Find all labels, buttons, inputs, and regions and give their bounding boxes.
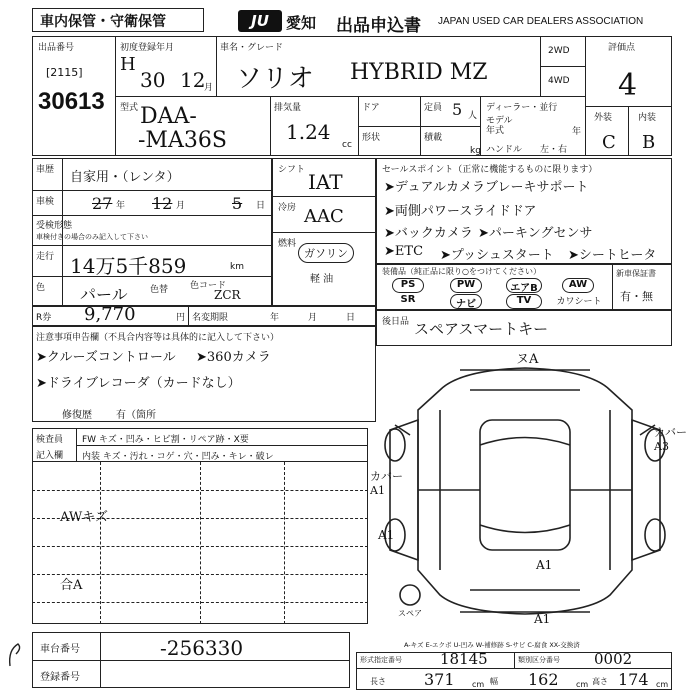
registration-month-unit: 月 [204, 83, 214, 93]
equip-ps: PS [392, 278, 424, 293]
rating-int-label: 内装 [638, 113, 657, 123]
inspector-label: 検査員 [36, 435, 64, 445]
repair-value: 有（箇所 [116, 410, 156, 421]
note-1-text: クルーズコントロール [46, 350, 176, 365]
receipt-label: 受検形態 [36, 221, 73, 231]
selling-point-4: ➤パーキングセンサ [478, 226, 593, 241]
dealer-handle: ハンドル [486, 145, 523, 155]
dealer-year-unit: 年 [572, 127, 582, 137]
equip-aw: AW [562, 278, 594, 293]
dealer-label: ディーラー・並行 [486, 103, 558, 113]
later-items-value: スペアスマートキー [414, 320, 549, 338]
history-value: 自家用・（レンタ） [70, 170, 180, 185]
equip-pw: PW [450, 278, 482, 293]
note-3-text: ドライブレコーダ（カードなし） [46, 376, 241, 391]
capacity-label: 定員 [424, 103, 443, 113]
hei-value: 174 [618, 670, 649, 689]
dealer-handle-opts: 左・右 [540, 145, 568, 155]
cert-label: 形式指定番号 [360, 656, 402, 664]
selling-point-5-text: ETC [394, 244, 424, 259]
car-grade: HYBRID MZ [350, 60, 488, 85]
equip-airbag: エアB [506, 278, 542, 293]
shift-label: シフト [278, 165, 306, 175]
frame-value: -256330 [160, 636, 244, 660]
displacement-unit: cc [342, 140, 352, 150]
equip-tv: TV [506, 294, 542, 309]
displacement-value: 1.24 [286, 120, 331, 144]
remark-goa: 合A [60, 578, 83, 593]
inspection-month-unit: 月 [176, 201, 186, 211]
drive-4wd: 4WD [548, 76, 570, 86]
inspector-entry-label: 記入欄 [36, 451, 64, 461]
class-value: 0002 [594, 650, 633, 668]
model-label: 型式 [120, 103, 139, 113]
note-3: ➤ドライブレコーダ（カードなし） [36, 376, 241, 391]
door-shape-label: 形状 [362, 133, 381, 143]
selling-point-6: ➤プッシュスタート [440, 248, 554, 263]
ju-logo-icon: JU [238, 10, 282, 32]
recycle-label: R券 [36, 313, 52, 323]
spare-label: スペア [398, 609, 422, 618]
rating-ext-label: 外装 [594, 113, 613, 123]
mark-front: ヌA [516, 352, 539, 367]
sheet-title: 出品申込書 [336, 16, 421, 36]
mark-left: A1 [378, 528, 395, 542]
mark-right-cover: カバー A3 [654, 426, 687, 453]
dealer-model-year: モデル年式 [486, 116, 513, 136]
note-2: ➤360カメラ [196, 350, 271, 365]
selling-label: セールスポイント（正常に機能するものに限ります） [382, 165, 598, 175]
rating-ext: C [602, 132, 616, 153]
cert-value: 18145 [440, 650, 488, 668]
equip-navi: ナビ [450, 294, 482, 309]
drive-2wd: 2WD [548, 46, 570, 56]
inspection-label: 車検 [36, 197, 55, 207]
selling-point-2-text: 両側パワースライドドア [394, 204, 537, 219]
inspector-row2: 内装 キズ・汚れ・コゲ・穴・凹み・キレ・破レ [82, 452, 274, 462]
registration-era: H [120, 54, 136, 75]
capacity-load-unit: kg [470, 146, 481, 156]
fuel-label: 燃料 [278, 239, 297, 249]
inspector-row1: FW キズ・凹み・ヒビ割・リペア跡・X要 [82, 435, 249, 445]
warranty-value: 有・無 [620, 290, 653, 303]
meigi-day: 日 [346, 313, 356, 323]
repair-label: 修復歴 [62, 410, 92, 421]
wid-value: 162 [528, 670, 559, 689]
hei-unit: cm [656, 680, 669, 689]
selling-point-1-text: デュアルカメラブレーキサポート [394, 180, 589, 195]
margin-mark-icon [6, 640, 26, 670]
capacity-unit: 人 [468, 111, 478, 121]
car-label: 車名・グレード [220, 43, 284, 53]
lot-label: 出品番号 [38, 43, 75, 53]
model-line2: -MA36S [138, 128, 227, 153]
note-2-text: 360カメラ [206, 350, 271, 365]
registration-month: 12 [180, 68, 206, 92]
inspection-day: 5 [232, 194, 243, 213]
history-label: 車歴 [36, 165, 55, 175]
note-1: ➤クルーズコントロール [36, 350, 176, 365]
shift-value: IAT [308, 170, 343, 194]
len-unit: cm [472, 680, 485, 689]
recycle-value: 9,770 [84, 304, 136, 325]
meigi-label: 名変期限 [192, 313, 229, 323]
aircon-label: 冷房 [278, 203, 297, 213]
lot-number: 30613 [38, 88, 105, 115]
hei-label: 高さ [592, 677, 608, 686]
rating-int: B [642, 132, 656, 153]
car-name: ソリオ [236, 64, 314, 94]
damage-legend: A-キズ E-エクボ U-凹み W-補修跡 S-サビ C-腐食 XX-交換済 [404, 641, 580, 649]
warranty-label: 新車保証書 [616, 269, 656, 278]
selling-point-7: ➤シートヒータ [568, 248, 657, 263]
capacity-value: 5 [452, 100, 463, 119]
inspection-year-unit: 年 [116, 201, 126, 211]
mark-rear-inner: A1 [536, 558, 553, 572]
mileage-label: 走行 [36, 252, 55, 262]
rating-score: 4 [618, 68, 638, 103]
selling-point-3: ➤バックカメラ [384, 226, 473, 241]
equipment-label: 装備品（純正品に限り○をつけてください） [382, 267, 541, 276]
mileage-unit: km [230, 262, 244, 272]
fuel-alt: 軽 油 [310, 274, 334, 285]
selling-point-6-text: プッシュスタート [450, 248, 554, 263]
registration-year: 30 [140, 68, 166, 92]
displacement-label: 排気量 [274, 103, 302, 113]
class-label: 類別区分番号 [518, 656, 560, 664]
registration-label: 初度登録年月 [120, 43, 175, 53]
wid-label: 幅 [490, 677, 498, 686]
selling-point-1: ➤デュアルカメラブレーキサポート [384, 180, 589, 195]
selling-point-3-text: バックカメラ [394, 226, 473, 241]
mark-left-cover: カバー A1 [370, 470, 403, 497]
door-label: ドア [362, 103, 380, 113]
logo-region: 愛知 [286, 14, 317, 32]
inspection-month: 12 [152, 194, 173, 213]
model-line1: DAA- [140, 104, 197, 129]
wid-unit: cm [576, 680, 589, 689]
selling-point-4-text: パーキングセンサ [488, 226, 593, 241]
notes-label: 注意事項申告欄（不具合内容等は具体的に記入して下さい） [36, 333, 280, 343]
selling-point-5: ➤ETC [384, 244, 424, 259]
inspection-year: 27 [92, 194, 113, 213]
capacity-load-label: 積載 [424, 133, 443, 143]
rating-label: 評価点 [608, 43, 636, 53]
car-diagram [370, 350, 680, 630]
mileage-value: 14万5千859 [70, 254, 187, 278]
receipt-note: 車検付きの場合のみ記入して下さい [36, 233, 148, 241]
color-code-label: 色コード [190, 281, 227, 291]
color-change-label: 色替 [150, 285, 169, 295]
meigi-year: 年 [270, 313, 280, 323]
mark-rear: A1 [534, 612, 551, 626]
form-title: 車内保管・守衛保管 [40, 14, 166, 30]
selling-point-2: ➤両側パワースライドドア [384, 204, 537, 219]
color-code: ZCR [214, 288, 241, 302]
selling-point-7-text: シートヒータ [578, 248, 657, 263]
equip-seat: カワシート [556, 297, 602, 307]
meigi-month: 月 [308, 313, 318, 323]
frame-label: 車台番号 [40, 644, 80, 655]
aircon-value: AAC [304, 206, 344, 227]
remark-aw: AWキズ [60, 510, 108, 525]
color-value: パール [80, 285, 128, 304]
fuel-value: ガソリン [298, 243, 354, 263]
inspection-day-unit: 日 [256, 201, 266, 211]
equip-sr: SR [400, 294, 416, 305]
association-name: JAPAN USED CAR DEALERS ASSOCIATION [438, 16, 644, 27]
len-value: 371 [424, 670, 455, 689]
reg-number-label: 登録番号 [40, 672, 80, 683]
later-items-label: 後日品 [382, 317, 410, 327]
color-label: 色 [36, 283, 46, 293]
len-label: 長さ [370, 677, 386, 686]
recycle-unit: 円 [176, 313, 186, 323]
lot-small-number: [2115] [46, 66, 83, 79]
